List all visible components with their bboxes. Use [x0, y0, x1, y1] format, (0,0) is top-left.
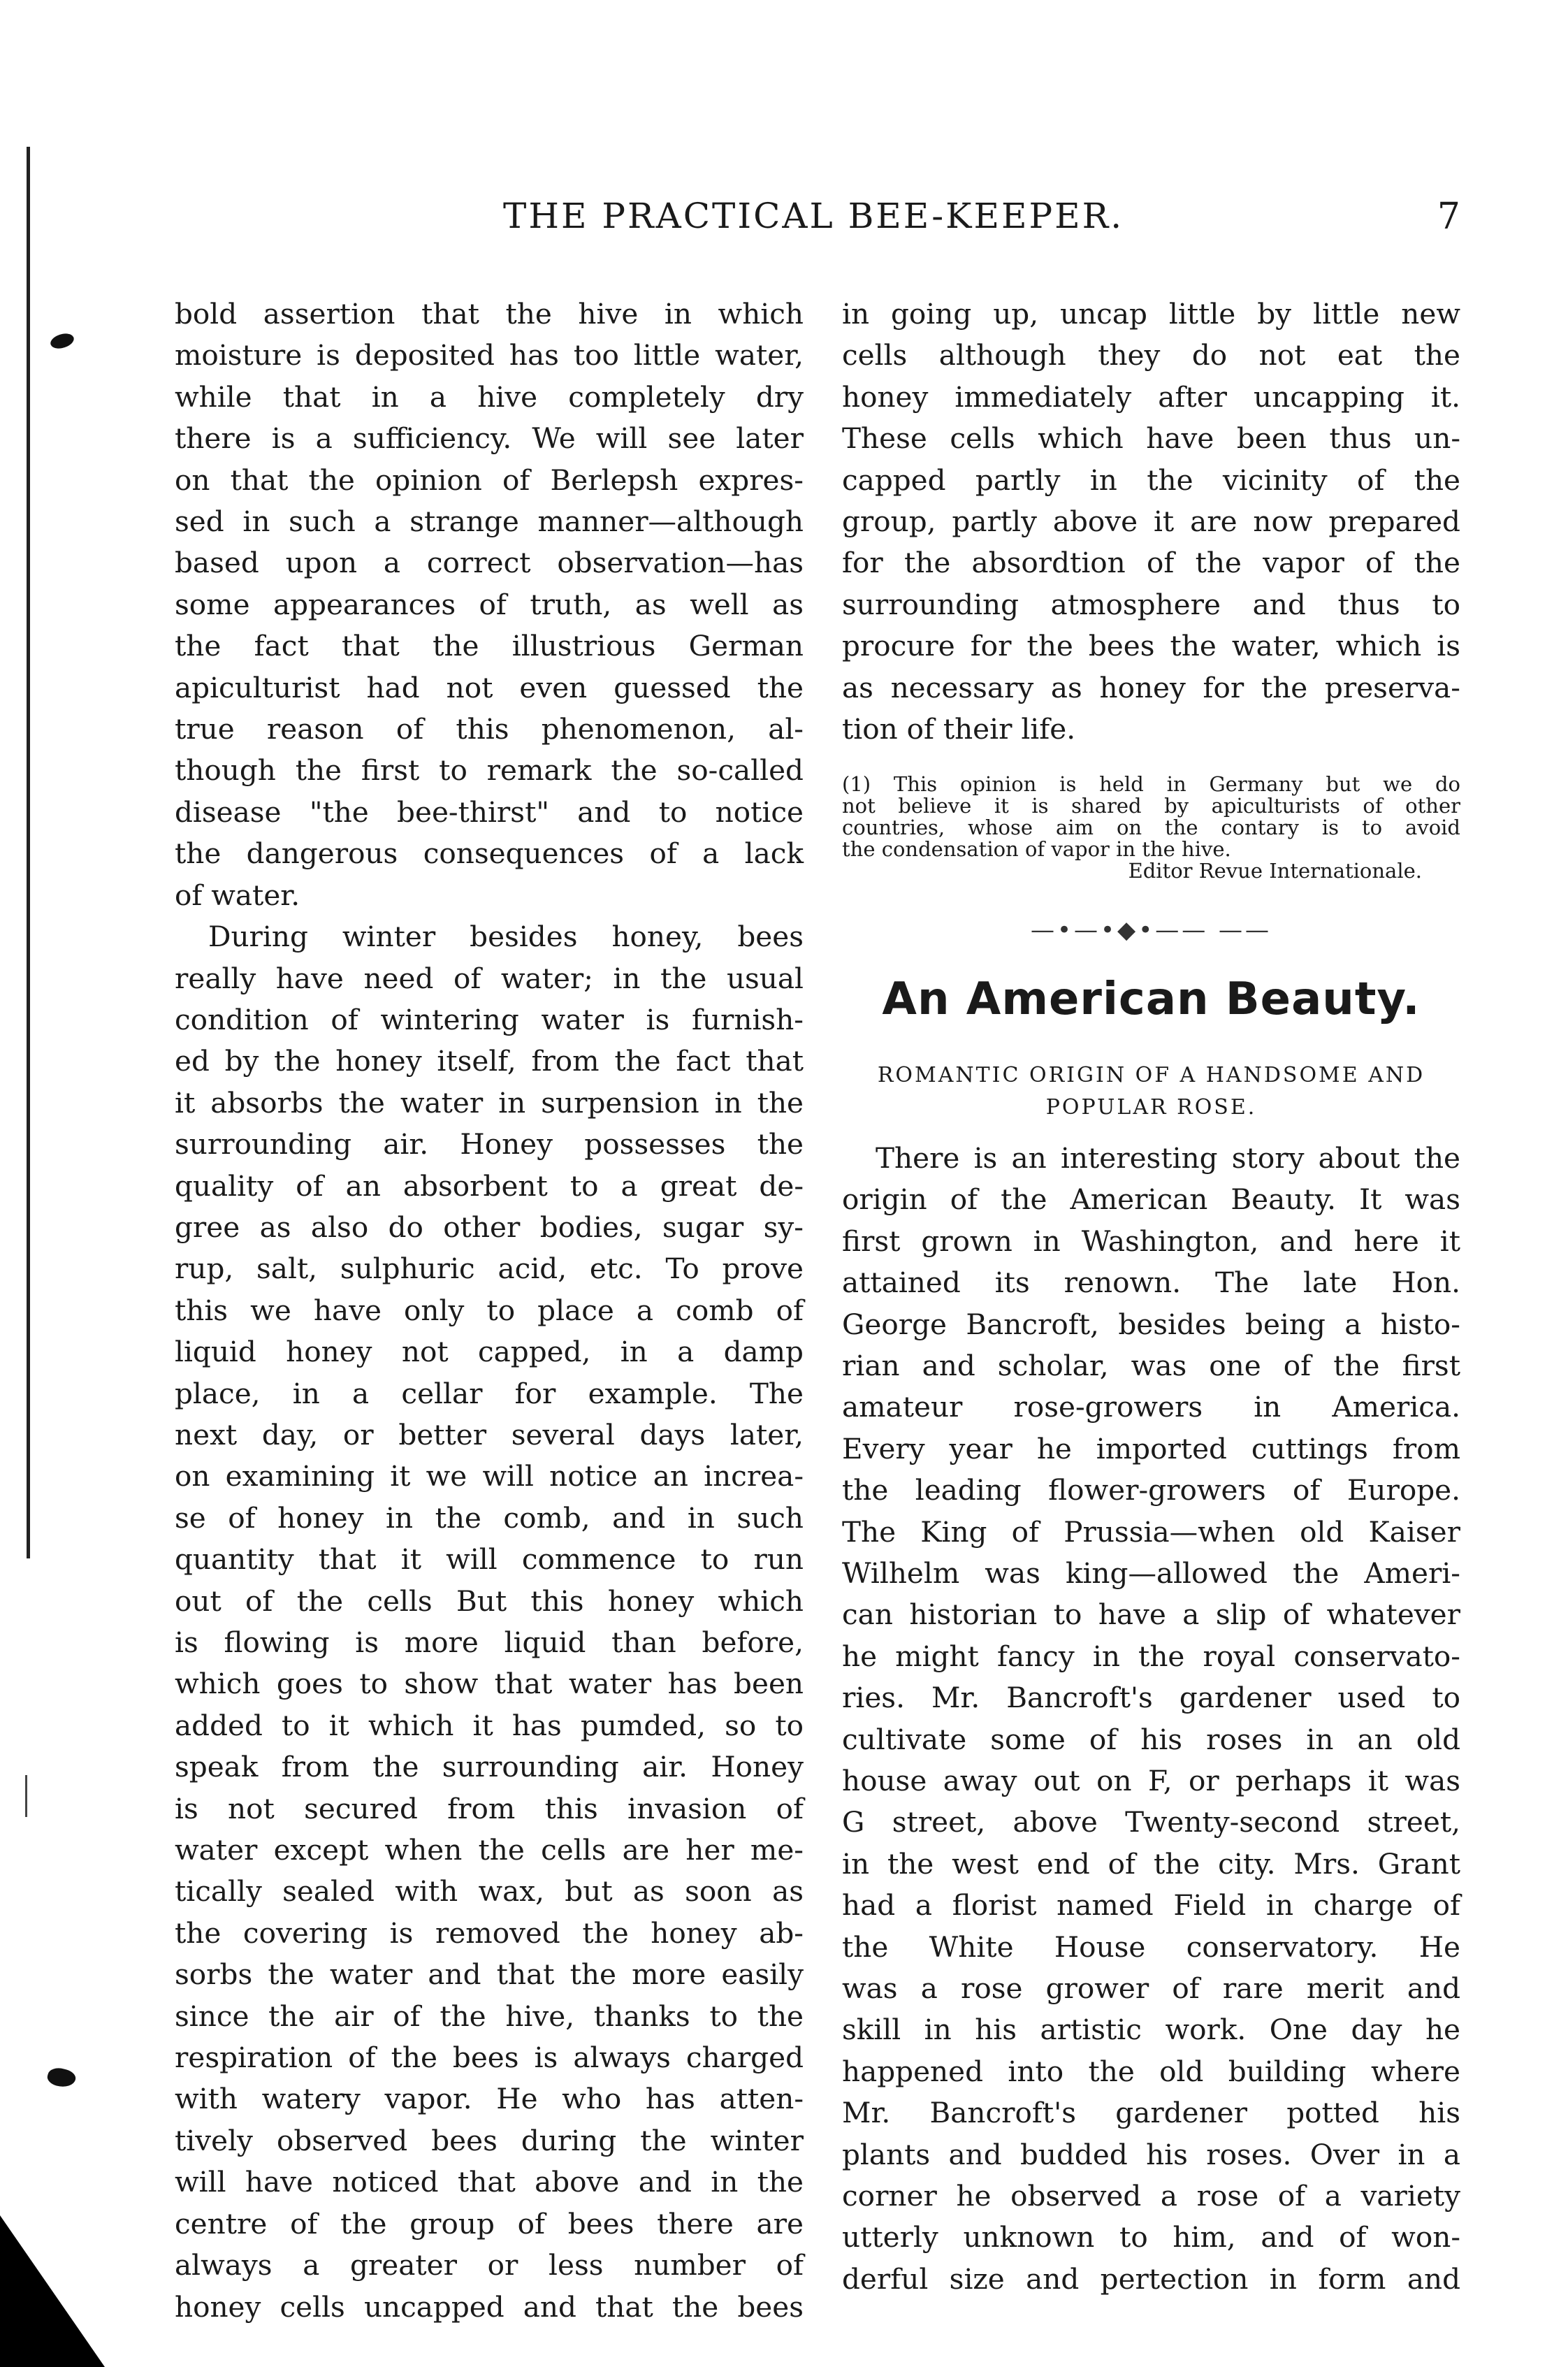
article-body [842, 1138, 1460, 2300]
text-line: in going up, uncap little by little new [842, 297, 1460, 331]
text-line: water except when the cells are her me- [175, 1833, 804, 1867]
text-line: had a florist named Field in charge of [842, 1888, 1460, 1923]
text-line: sorbs the water and that the more easily [175, 1957, 804, 1992]
article-subhead-line-1: ROMANTIC ORIGIN OF A HANDSOME AND [877, 1062, 1425, 1087]
text-line: George Bancroft, besides being a histo- [842, 1307, 1460, 1341]
page-header [175, 196, 1460, 252]
text-line: rup, salt, sulphuric acid, etc. To prove [175, 1252, 804, 1286]
text-line: the dangerous consequences of a lack [175, 837, 804, 871]
running-title: THE PRACTICAL BEE-KEEPER. [503, 196, 1124, 236]
text-line: while that in a hive completely dry [175, 379, 804, 414]
text-line: will have noticed that above and in the [175, 2165, 804, 2199]
text-line: happened into the old building where [842, 2054, 1460, 2088]
text-line: centre of the group of bees there are [175, 2206, 804, 2241]
footnote-line: countries, whose aim on the contary is to avoid [842, 816, 1460, 840]
right-column-body [842, 294, 1460, 750]
text-line: in the west end of the city. Mrs. Grant [842, 1846, 1460, 1881]
text-line: gree as also do other bodies, sugar sy- [175, 1210, 804, 1244]
text-line: attained its renown. The late Hon. [842, 1266, 1460, 1300]
text-line: is flowing is more liquid than before, [175, 1626, 804, 1659]
text-line: bold assertion that the hive in which [175, 297, 804, 331]
text-line: as necessary as honey for the preserva- [842, 670, 1460, 704]
text-line: liquid honey not capped, in a damp [175, 1335, 804, 1369]
text-line: is not secured from this invasion of [175, 1791, 804, 1825]
footnote [842, 774, 1460, 882]
text-line: During winter besides honey, bees [208, 920, 804, 954]
text-line: capped partly in the vicinity of the [842, 463, 1460, 497]
text-line: apiculturist had not even guessed the [175, 670, 804, 704]
page-corner-shadow [0, 2215, 105, 2367]
text-line: ed by the honey itself, from the fact that [175, 1044, 804, 1078]
text-line: plants and budded his roses. Over in a [842, 2137, 1460, 2171]
text-line: origin of the American Beauty. It was [842, 1182, 1460, 1217]
text-line: cells although they do not eat the [842, 338, 1460, 372]
text-line: se of honey in the comb, and in such [175, 1500, 804, 1535]
binding-edge-rule [27, 147, 30, 1558]
text-line: place, in a cellar for example. The [175, 1376, 804, 1410]
text-line: surrounding air. Honey possesses the [175, 1127, 804, 1161]
text-line: house away out on F, or perhaps it was [842, 1763, 1460, 1797]
text-line: next day, or better several days later, [175, 1417, 804, 1452]
text-line: sed in such a strange manner—although [175, 505, 804, 539]
text-line: since the air of the hive, thanks to the [175, 1999, 804, 2033]
text-line: was a rose grower of rare merit and [842, 1971, 1460, 2005]
text-line: derful size and pertection in form and [842, 2261, 1460, 2296]
text-line: true reason of this phenomenon, al- [175, 712, 804, 746]
binding-edge-mark [25, 1775, 27, 1817]
text-line: disease "the bee-thirst" and to notice [175, 795, 804, 829]
text-line: first grown in Washington, and here it [842, 1224, 1460, 1258]
footnote-signature: Editor Revue Internationale. [1128, 859, 1422, 883]
text-line: skill in his artistic work. One day he [842, 2013, 1460, 2047]
text-line: condition of wintering water is furnish- [175, 1002, 804, 1036]
text-line: the leading flower-growers of Europe. [842, 1473, 1460, 1507]
text-line: ries. Mr. Bancroft's gardener used to [842, 1681, 1460, 1715]
text-line: which goes to show that water has been [175, 1667, 804, 1701]
right-column [842, 294, 1460, 2300]
text-line: of water. [175, 878, 300, 912]
text-line: corner he observed a rose of a variety [842, 2179, 1460, 2213]
ornament-divider: —•—•◆•—— —— [1030, 916, 1272, 945]
text-line: There is an interesting story about the [876, 1141, 1460, 1175]
footnote-line: not believe it is shared by apiculturists of other [842, 794, 1460, 818]
text-line: rian and scholar, was one of the first [842, 1348, 1460, 1382]
text-line: based upon a correct observation—has [175, 546, 804, 580]
text-line: the fact that the illustrious German [175, 629, 804, 663]
text-line: These cells which have been thus un- [842, 421, 1460, 456]
ink-blot [48, 330, 75, 352]
text-line: Mr. Bancroft's gardener potted his [842, 2096, 1460, 2130]
text-line: respiration of the bees is always charged [175, 2041, 804, 2075]
text-line: out of the cells But this honey which [175, 1584, 804, 1618]
text-line: quality of an absorbent to a great de- [175, 1168, 804, 1203]
footnote-body [842, 774, 1460, 860]
article-headline: An American Beauty. [882, 973, 1421, 1025]
text-line: though the first to remark the so-called [175, 753, 804, 788]
text-line: speak from the surrounding air. Honey [175, 1750, 804, 1784]
text-line: there is a sufficiency. We will see later [175, 421, 804, 456]
text-line: always a greater or less number of [175, 2248, 804, 2282]
page-number: 7 [1437, 196, 1460, 238]
text-line: really have need of water; in the usual [175, 961, 804, 995]
text-line: for the absordtion of the vapor of the [842, 546, 1460, 580]
text-line: honey immediately after uncapping it. [842, 379, 1460, 414]
text-line: cultivate some of his roses in an old [842, 1722, 1460, 1756]
article-subhead-line-2: POPULAR ROSE. [1045, 1094, 1257, 1120]
text-line: tion of their life. [842, 712, 1076, 746]
text-line: Every year he imported cuttings from [842, 1431, 1460, 1465]
text-line: procure for the bees the water, which is [842, 629, 1460, 663]
text-line: The King of Prussia—when old Kaiser [842, 1514, 1460, 1549]
footnote-line: (1) This opinion is held in Germany but we do [842, 772, 1460, 797]
text-line: added to it which it has pumded, so to [175, 1708, 804, 1742]
footnote-line: the condensation of vapor in the hive. [842, 837, 1231, 862]
left-column [175, 294, 804, 2328]
text-line: he might fancy in the royal conservato- [842, 1639, 1460, 1673]
text-line: surrounding atmosphere and thus to [842, 587, 1460, 621]
text-line: honey cells uncapped and that the bees [175, 2289, 804, 2324]
text-line: can historian to have a slip of whatever [842, 1598, 1460, 1632]
text-line: the covering is removed the honey ab- [175, 1916, 804, 1950]
text-line: the White House conservatory. He [842, 1930, 1460, 1964]
text-line: tically sealed with wax, but as soon as [175, 1874, 804, 1909]
text-line: group, partly above it are now prepared [842, 505, 1460, 539]
ink-blot [45, 2065, 77, 2090]
text-line: moisture is deposited has too little water, [175, 338, 804, 372]
text-line: utterly unknown to him, and of won- [842, 2220, 1460, 2254]
text-line: quantity that it will commence to run [175, 1542, 804, 1577]
text-line: some appearances of truth, as well as [175, 587, 804, 621]
text-line: this we have only to place a comb of [175, 1293, 804, 1327]
text-line: G street, above Twenty-second street, [842, 1805, 1460, 1839]
text-line: on that the opinion of Berlepsh expres- [175, 463, 804, 497]
text-line: Wilhelm was king—allowed the Ameri- [842, 1556, 1460, 1590]
text-line: amateur rose-growers in America. [842, 1390, 1460, 1424]
text-line: with watery vapor. He who has atten- [175, 2082, 804, 2116]
text-line: tively observed bees during the winter [175, 2123, 804, 2157]
text-line: on examining it we will notice an increa- [175, 1459, 804, 1493]
text-line: it absorbs the water in surpension in the [175, 1085, 804, 1120]
